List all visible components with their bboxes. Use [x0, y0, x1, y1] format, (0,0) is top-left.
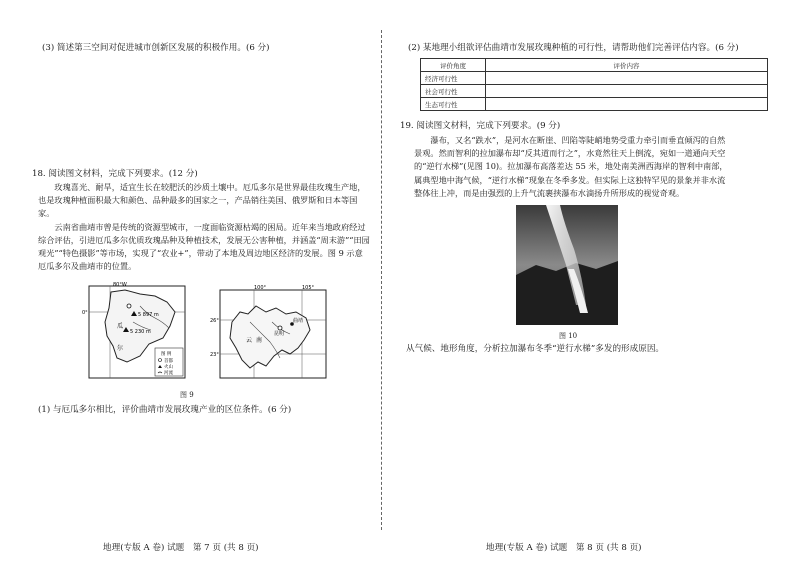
page-8-footer: 地理(专版 A 卷) 试题 第 8 页 (共 8 页): [486, 543, 642, 553]
region-label: 尔: [117, 345, 124, 352]
legend-item: 火山: [164, 365, 173, 370]
page-8: [400, 0, 800, 579]
answer-cell[interactable]: [486, 85, 768, 98]
question-19-prompt: 从气候、地形角度，分析拉加瀑布冬季“逆行水梯”多发的形成原因。: [406, 344, 665, 354]
table-cell: 生态可行性: [421, 98, 486, 111]
province-label: 云: [246, 337, 253, 344]
city-label: 昆明: [274, 331, 285, 337]
material-paragraph: 瀑布，又名“跌水”，是河水在断崖、凹陷等陡峭地势受重力牵引而垂直倾泻的自然景观。然而智利的拉加瀑布却“反其道而行之”，水竟然往天上倒流，宛如一道通向天空的“逆行水梯”(见图 10)。拉加瀑布高落差达 55 米，地处南美洲西海岸的智利中南部，属典型地中海气候，“逆行水梯”现象在冬季多发。但实际上这独特罕见的景象并非水流整体往上冲，而是由强烈的上升气流裹挟瀑布水滴扬升所形成的视觉奇观。: [414, 135, 728, 198]
longitude-label: 80°W: [113, 282, 127, 288]
question-19-heading: 19. 阅读图文材料，完成下列要求。(9 分): [400, 121, 561, 131]
page-divider: [381, 30, 382, 530]
table-row: [421, 98, 768, 111]
figure-9-caption: 图 9: [180, 391, 194, 399]
cliff-shape: [516, 261, 618, 325]
material-paragraph-1: 玫瑰喜光、耐旱，适宜生长在较肥沃的沙质土壤中。厄瓜多尔是世界最佳玫瑰生产地，也是玫瑰种植面积最大和颜色、品种最多的国家之一，产品销往美国、俄罗斯和日本等国家。: [38, 182, 366, 219]
capital-marker: [127, 304, 131, 308]
longitude-label: 105°: [302, 285, 315, 291]
latitude-label: 23°: [210, 352, 219, 358]
table-row: [421, 85, 768, 98]
answer-cell[interactable]: [486, 98, 768, 111]
elevation-label-2: 5 230 m: [130, 329, 151, 335]
page-7-footer: 地理(专版 A 卷) 试题 第 7 页 (共 8 页): [103, 543, 259, 553]
table-header-row: [421, 59, 768, 72]
table-cell: 社会可行性: [421, 85, 486, 98]
yunnan-outline: [230, 306, 310, 368]
material-paragraph-2: 云南省曲靖市曾是传统的资源型城市，一度面临资源枯竭的困局。近年来当地政府经过综合评估，引进厄瓜多尔优质玫瑰品种及种植技术，发展无公害种植，并涵盖“周末游”“田园观光”“特色摄影”等市场，实现了“农业+”，带动了本地及周边地区经济的发展。图 9 示意厄瓜多尔及曲靖市的位置。: [38, 221, 370, 272]
question-18-heading: 18. 阅读图文材料，完成下列要求。(12 分): [32, 169, 198, 179]
legend-item: 河流: [164, 371, 173, 376]
question-18-material: [38, 181, 370, 273]
figure-10-caption: 图 10: [559, 332, 578, 340]
longitude-label: 100°: [254, 285, 267, 291]
table-row: [421, 72, 768, 85]
table-header-cell: 评价角度: [421, 59, 486, 72]
waterfall-photo: [516, 205, 618, 325]
legend-item: 首都: [164, 359, 173, 364]
latitude-label: 26°: [210, 318, 219, 324]
yunnan-map: [210, 282, 330, 382]
ecuador-map: [82, 282, 190, 382]
table-cell: 经济可行性: [421, 72, 486, 85]
table-header-cell: 评价内容: [486, 59, 768, 72]
capital-icon: [159, 359, 162, 362]
question-17-3: (3) 简述第三空间对促进城市创新区发展的积极作用。(6 分): [42, 43, 270, 53]
capital-marker: [278, 326, 282, 330]
elevation-label-1: 5 897 m: [138, 312, 159, 318]
evaluation-table: [420, 58, 768, 111]
answer-cell[interactable]: [486, 72, 768, 85]
page-7: [0, 0, 380, 579]
city-label: 曲靖: [293, 318, 304, 324]
question-18-2: (2) 某地理小组欲评估曲靖市发展玫瑰种植的可行性，请帮助他们完善评估内容。(6 分): [408, 43, 739, 53]
region-label: 瓜: [117, 323, 124, 330]
province-label: 南: [256, 337, 263, 344]
legend-title: 图 例: [161, 352, 172, 357]
question-18-1: (1) 与厄瓜多尔相比，评价曲靖市发展玫瑰产业的区位条件。(6 分): [38, 405, 292, 415]
question-19-material: [414, 134, 732, 200]
latitude-label: 0°: [82, 310, 88, 316]
